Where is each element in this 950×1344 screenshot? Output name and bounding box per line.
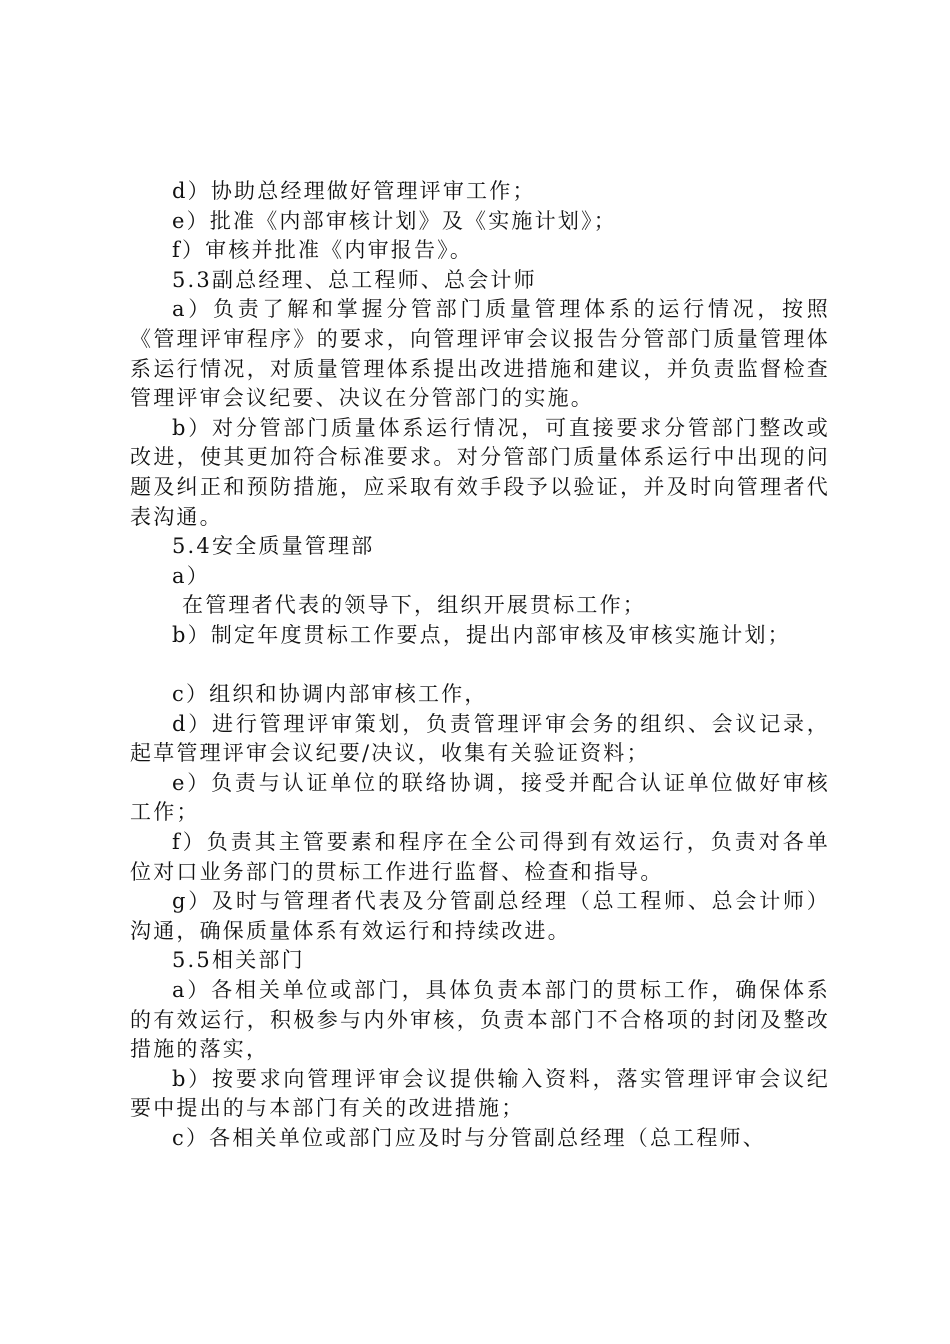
section-5-4-item-d: d）进行管理评审策划，负责管理评审会务的组织、会议记录，起草管理评审会议纪要/决议，收集有关验证资料；	[130, 711, 830, 766]
item-d-assist-review: d）协助总经理做好管理评审工作；	[172, 179, 536, 203]
item-f-approve-report: f）审核并批准《内审报告》。	[172, 238, 474, 263]
section-5-5-item-c: c）各相关单位或部门应及时与分管副总经理（总工程师、	[172, 1126, 766, 1150]
section-5-4-item-c: c）组织和协调内部审核工作，	[172, 682, 488, 707]
section-5-3-heading: 5.3副总经理、总工程师、总会计师	[172, 267, 537, 292]
blank-line	[130, 651, 830, 681]
document-body	[130, 177, 830, 1154]
section-5-4-item-g: g）及时与管理者代表及分管副总经理（总工程师、总会计师）沟通，确保质量体系有效运行和持续改进。	[130, 889, 830, 943]
section-5-4-item-e: e）负责与认证单位的联络协调，接受并配合认证单位做好审核工作；	[130, 770, 830, 825]
section-5-4-item-b: b）制定年度贯标工作要点，提出内部审核及审核实施计划；	[172, 622, 791, 647]
item-e-approve-plans: e）批准《内部审核计划》及《实施计划》；	[172, 208, 617, 233]
section-5-4-item-a-label: a）	[172, 563, 210, 588]
section-5-4-item-f: f）负责其主管要素和程序在全公司得到有效运行，负责对各单位对口业务部门的贯标工作进行监督、检查和指导。	[130, 830, 830, 884]
section-5-4-item-a-text: 在管理者代表的领导下，组织开展贯标工作；	[182, 593, 646, 618]
section-5-5-heading: 5.5相关部门	[172, 948, 305, 973]
section-5-3-item-b: b）对分管部门质量体系运行情况，可直接要求分管部门整改或改进，使其更加符合标准要求。对分管部门质量体系运行中出现的问题及纠正和预防措施，应采取有效手段予以验证，并及时向管理者代表沟通。	[130, 415, 830, 529]
section-5-5-item-b: b）按要求向管理评审会议提供输入资料，落实管理评审会议纪要中提出的与本部门有关的改进措施；	[130, 1066, 830, 1121]
section-5-5-item-a: a）各相关单位或部门，具体负责本部门的贯标工作，确保体系的有效运行，积极参与内外审核，负责本部门不合格项的封闭及整改措施的落实，	[130, 978, 830, 1062]
section-5-3-item-a: a）负责了解和掌握分管部门质量管理体系的运行情况，按照《管理评审程序》的要求，向管理评审会议报告分管部门质量管理体系运行情况，对质量管理体系提出改进措施和建议，并负责监督检查管理评审会议纪要、决议在分管部门的实施。	[130, 297, 830, 411]
section-5-4-heading: 5.4安全质量管理部	[172, 534, 375, 559]
